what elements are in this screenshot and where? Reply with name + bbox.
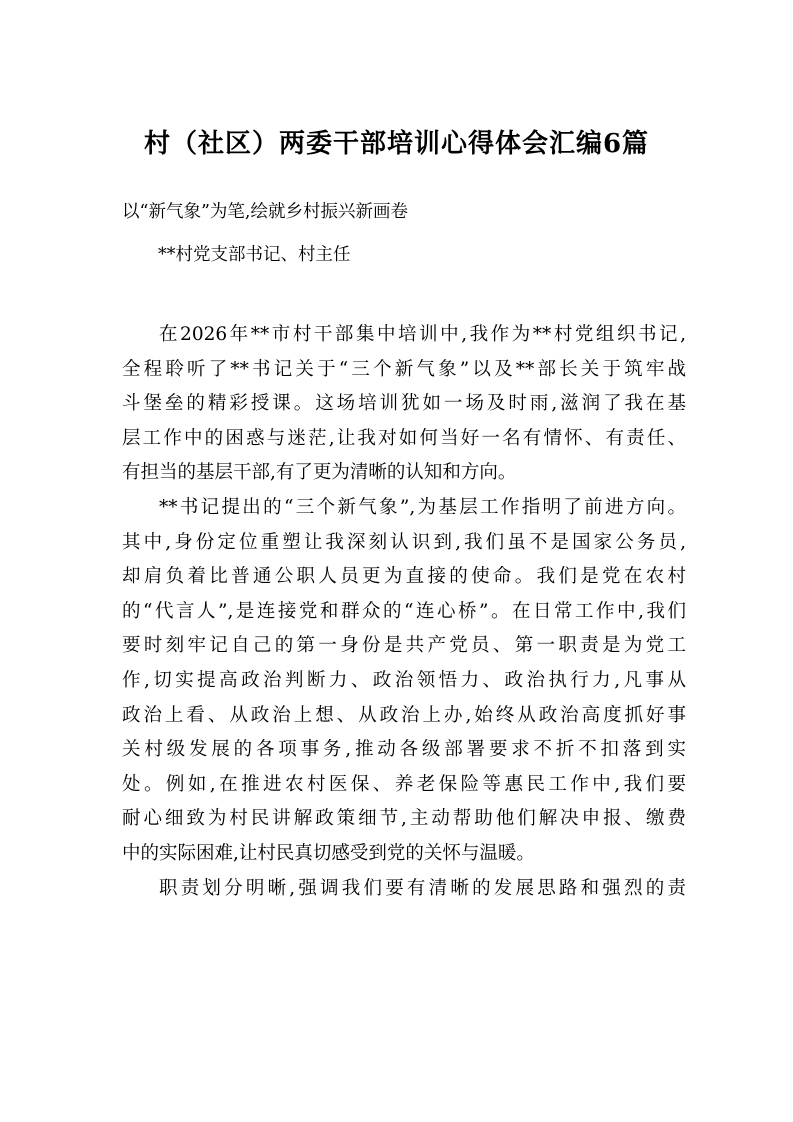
paragraph-3-line: 职责划分明晰,强调我们要有清晰的发展思路和强烈的责 <box>159 877 686 899</box>
paragraph-2-line: 却肩负着比普通公职人员更为直接的使命。我们是党在农村 <box>122 566 686 588</box>
paragraph-1-line: 在2026年**市村干部集中培训中,我作为**村党组织书记, <box>159 324 686 345</box>
paragraph-2-line: **书记提出的“三个新气象”,为基层工作指明了前进方向。 <box>159 496 686 518</box>
paragraph-2-line: 中的实际困难,让村民真切感受到党的关怀与温暖。 <box>122 842 535 864</box>
paragraph-2-line: 的“代言人”,是连接党和群众的“连心桥”。在日常工作中,我们 <box>122 600 686 622</box>
document-title: 村（社区）两委干部培训心得体会汇编6篇 <box>143 129 650 159</box>
paragraph-1-line: 全程聆听了**书记关于“三个新气象”以及**部长关于筑牢战 <box>122 358 686 380</box>
paragraph-2-line: 要时刻牢记自己的第一身份是共产党员、第一职责是为党工 <box>122 635 686 657</box>
paragraph-2-line: 关村级发展的各项事务,推动各级部署要求不折不扣落到实 <box>122 739 686 761</box>
article-author: **村党支部书记、村主任 <box>158 245 351 265</box>
paragraph-2-line: 政治上看、从政治上想、从政治上办,始终从政治高度抓好事 <box>122 704 686 726</box>
article-body <box>122 318 686 906</box>
paragraph-1-line: 斗堡垒的精彩授课。这场培训犹如一场及时雨,滋润了我在基 <box>122 393 686 415</box>
paragraph-2-line: 作,切实提高政治判断力、政治领悟力、政治执行力,凡事从 <box>122 669 686 691</box>
article-subtitle: 以“新气象”为笔,绘就乡村振兴新画卷 <box>122 202 408 222</box>
paragraph-2-line: 耐心细致为村民讲解政策细节,主动帮助他们解决申报、缴费 <box>122 808 686 830</box>
paragraph-2-line: 其中,身份定位重塑让我深刻认识到,我们虽不是国家公务员, <box>122 531 686 553</box>
paragraph-1-line: 层工作中的困惑与迷茫,让我对如何当好一名有情怀、有责任、 <box>122 427 686 449</box>
paragraph-1-line: 有担当的基层干部,有了更为清晰的认知和方向。 <box>122 462 517 484</box>
paragraph-2-line: 处。例如,在推进农村医保、养老保险等惠民工作中,我们要 <box>122 773 686 795</box>
